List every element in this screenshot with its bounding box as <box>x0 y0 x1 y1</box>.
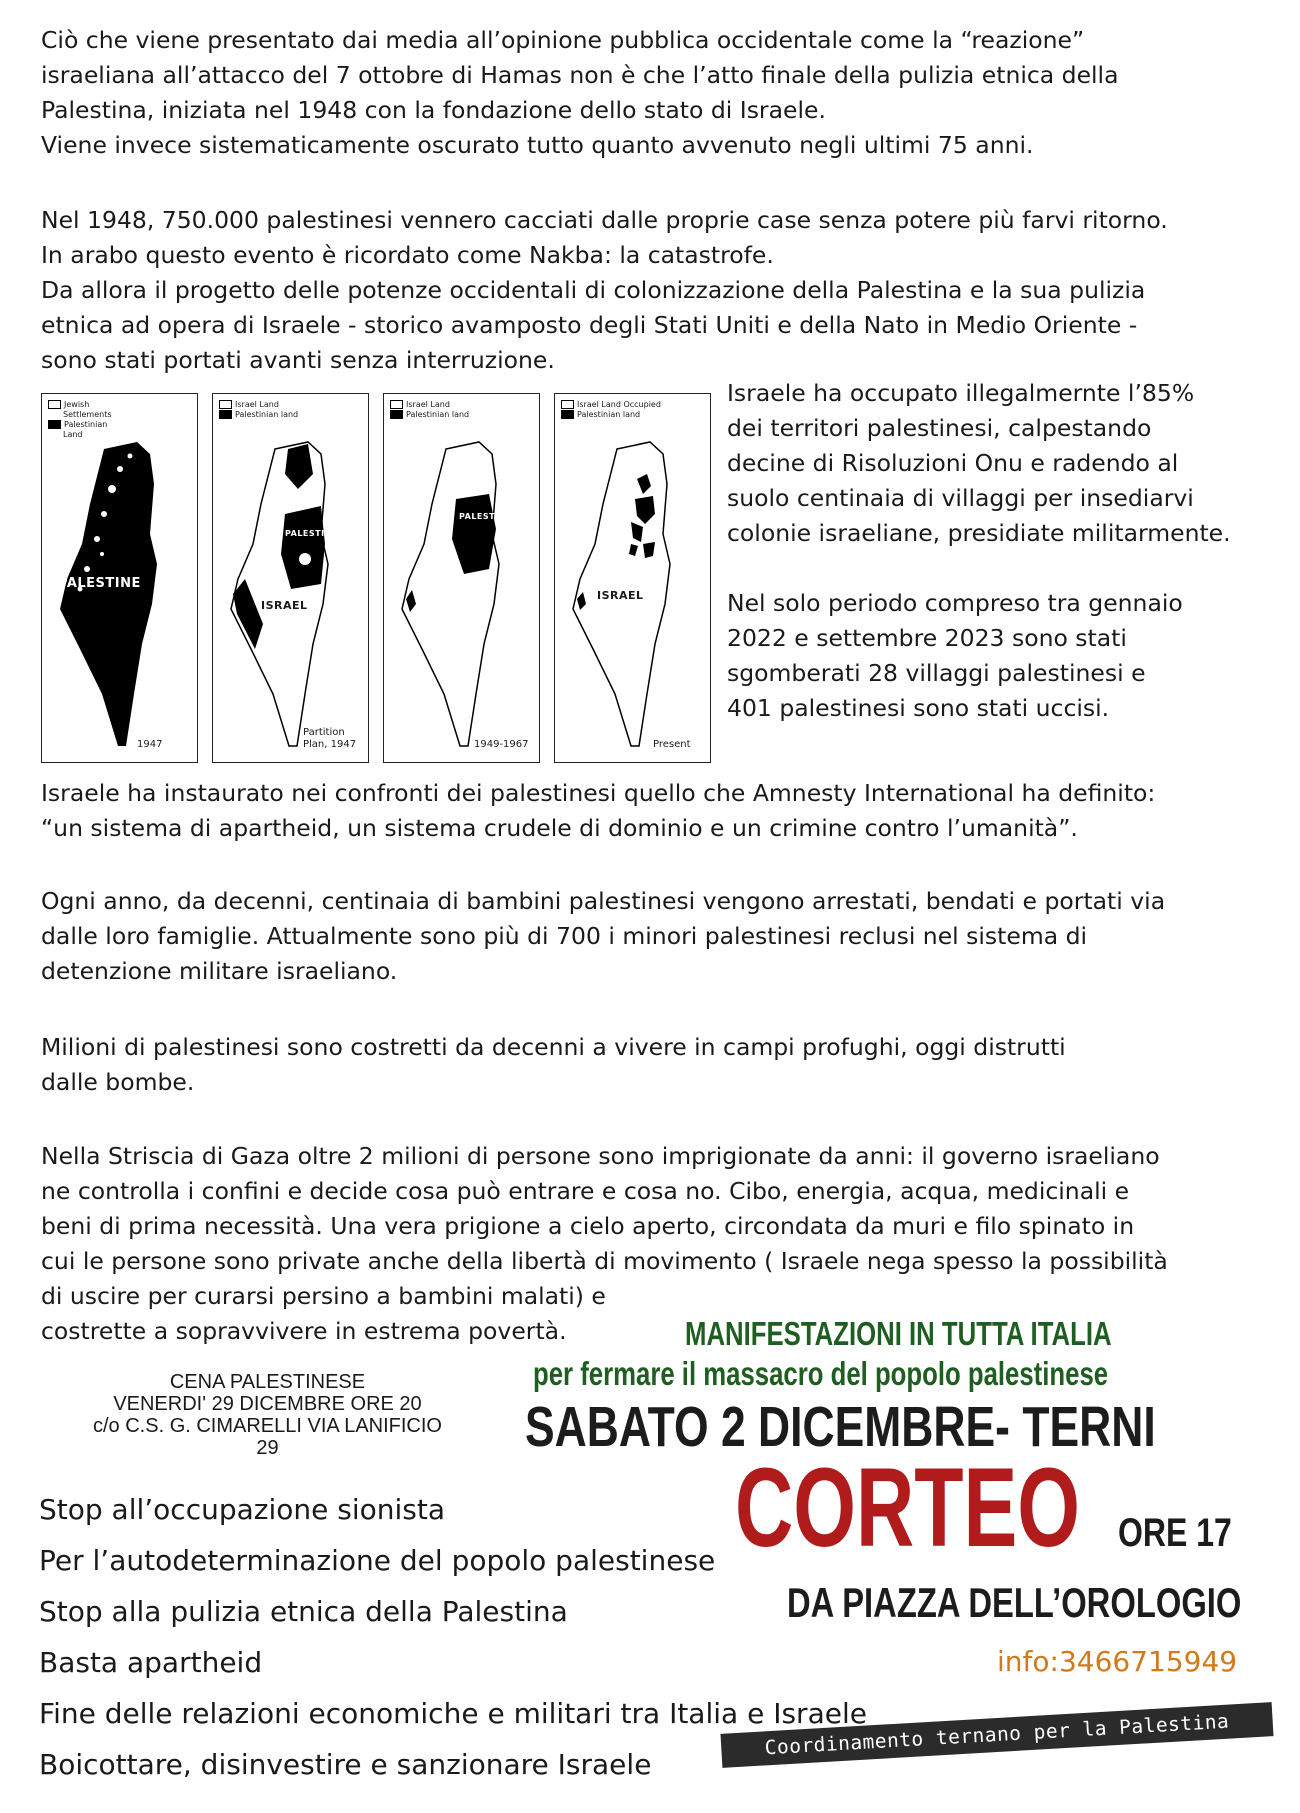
text-line: Nel 1948, 750.000 palestinesi vennero cacciati dalle proprie case senza potere più farvi ritorno. <box>41 206 1168 234</box>
map-label-palestine: PALESTINE <box>459 512 512 521</box>
map-label-israel: ISRAEL <box>597 589 644 602</box>
text-line: israeliana all’attacco del 7 ottobre di Hamas non è che l’atto finale della pulizia etnica della <box>41 61 1119 89</box>
text-line: costrette a sopravvivere in estrema povertà. <box>41 1317 567 1345</box>
text-line: Israele ha instaurato nei confronti dei palestinesi quello che Amnesty International ha definito: <box>41 779 1156 807</box>
cena-line: 29 <box>256 1437 279 1459</box>
cena-line: c/o C.S. G. CIMARELLI VIA LANIFICIO <box>93 1415 442 1437</box>
text-line: beni di prima necessità. Una vera prigione a cielo aperto, circondata da muri e filo spinato in <box>41 1212 1135 1240</box>
event-date: SABATO 2 DICEMBRE- TERNI <box>525 1395 1156 1459</box>
text-line: etnica ad opera di Israele - storico avamposto degli Stati Uniti e della Nato in Medio Oriente - <box>41 311 1138 339</box>
demand-item: Basta apartheid <box>39 1646 263 1679</box>
text-line: Nel solo periodo compreso tra gennaio <box>727 589 1183 617</box>
map-label-palestine: PALESTINE <box>58 576 141 591</box>
event-info-phone: info:3466715949 <box>997 1645 1238 1678</box>
text-line: “un sistema di apartheid, un sistema crudele di dominio e un crimine contro l’umanità”. <box>41 814 1078 842</box>
text-line: di uscire per curarsi persino a bambini malati) e <box>41 1282 606 1310</box>
organizer-signature: Coordinamento ternano per la Palestina <box>720 1702 1273 1768</box>
text-line: dei territori palestinesi, calpestando <box>727 414 1152 442</box>
text-line: cui le persone sono private anche della libertà di movimento ( Israele nega spesso la possibilità <box>41 1247 1168 1275</box>
map-label-palestine: PALESTINE <box>285 529 338 538</box>
map-label-israel: ISRAEL <box>261 599 308 612</box>
map-year: Partition Plan, 1947 <box>303 727 357 750</box>
map-present <box>554 393 711 763</box>
map-year: 1949-1967 <box>474 739 529 750</box>
event-time: ORE 17 <box>1118 1511 1232 1555</box>
text-line: Ogni anno, da decenni, centinaia di bambini palestinesi vengono arrestati, bendati e portati via <box>41 887 1166 915</box>
demand-item: Fine delle relazioni economiche e militari tra Italia e Israele <box>39 1697 867 1730</box>
nakba-paragraph <box>41 203 1271 378</box>
event-subtitle: per fermare il massacro del popolo palestinese <box>533 1355 1109 1392</box>
children-paragraph <box>41 884 1271 989</box>
map-legend: Israel Land Palestinian land <box>219 400 298 420</box>
map-legend: Israel Land Occupied Palestinian land <box>561 400 661 420</box>
camps-paragraph <box>41 1030 1271 1100</box>
demand-item: Per l’autodeterminazione del popolo palestinese <box>39 1544 716 1577</box>
text-line: 401 palestinesi sono stati uccisi. <box>727 694 1110 722</box>
occupation-paragraph <box>727 376 1287 551</box>
text-line: In arabo questo evento è ricordato come Nakba: la catastrofe. <box>41 241 774 269</box>
text-line: Nella Striscia di Gaza oltre 2 milioni di persone sono imprigionate da anni: il governo israeliano <box>41 1142 1160 1170</box>
demand-item: Stop alla pulizia etnica della Palestina <box>39 1595 568 1628</box>
text-line: Viene invece sistematicamente oscurato tutto quanto avvenuto negli ultimi 75 anni. <box>41 131 1034 159</box>
text-line: decine di Risoluzioni Onu e radendo al <box>727 449 1179 477</box>
text-line: detenzione militare israeliano. <box>41 957 398 985</box>
cena-notice <box>20 1371 515 1459</box>
map-1949-1967 <box>383 393 540 763</box>
text-line: 2022 e settembre 2023 sono stati <box>727 624 1127 652</box>
event-corteo-heading: CORTEO <box>735 1445 1080 1570</box>
map-year: Present <box>653 739 691 750</box>
text-line: sono stati portati avanti senza interruzione. <box>41 346 555 374</box>
apartheid-paragraph <box>41 776 1271 846</box>
intro-paragraph <box>41 23 1271 163</box>
text-line: colonie israeliane, presidiate militarmente. <box>727 519 1231 547</box>
text-line: Ciò che viene presentato dai media all’opinione pubblica occidentale come la “reazione” <box>41 26 1085 54</box>
text-line: Milioni di palestinesi sono costretti da decenni a vivere in campi profughi, oggi distrutti <box>41 1033 1066 1061</box>
cena-line: VENERDI' 29 DICEMBRE ORE 20 <box>113 1393 422 1415</box>
palestine-maps-figure <box>41 393 711 763</box>
text-line: suolo centinaia di villaggi per insediarvi <box>727 484 1194 512</box>
period-paragraph <box>727 586 1287 726</box>
event-title: MANIFESTAZIONI IN TUTTA ITALIA <box>685 1315 1112 1352</box>
map-present-shape <box>555 394 711 763</box>
text-line: sgomberati 28 villaggi palestinesi e <box>727 659 1146 687</box>
map-partition-1947 <box>212 393 369 763</box>
text-line: dalle bombe. <box>41 1068 195 1096</box>
map-1947 <box>41 393 198 763</box>
demand-item: Boicottare, disinvestire e sanzionare Israele <box>39 1748 652 1781</box>
text-line: Da allora il progetto delle potenze occidentali di colonizzazione della Palestina e la sua pulizia <box>41 276 1146 304</box>
text-line: Israele ha occupato illegalmernte l’85% <box>727 379 1195 407</box>
map-legend: Jewish Settlements Palestinian Land <box>48 400 112 440</box>
cena-line: CENA PALESTINESE <box>169 1371 366 1393</box>
text-line: ne controlla i confini e decide cosa può entrare e cosa no. Cibo, energia, acqua, medicinali e <box>41 1177 1130 1205</box>
text-line: dalle loro famiglie. Attualmente sono più di 700 i minori palestinesi reclusi nel sistema di <box>41 922 1088 950</box>
event-place: DA PIAZZA DELL’OROLOGIO <box>787 1579 1242 1626</box>
text-line: Palestina, iniziata nel 1948 con la fondazione dello stato di Israele. <box>41 96 826 124</box>
map-year: 1947 <box>137 739 163 750</box>
demand-item: Stop all’occupazione sionista <box>39 1493 445 1526</box>
map-legend: Israel Land Palestinian land <box>390 400 469 420</box>
map-partition-shape <box>213 394 369 763</box>
map-1949-shape <box>384 394 540 763</box>
